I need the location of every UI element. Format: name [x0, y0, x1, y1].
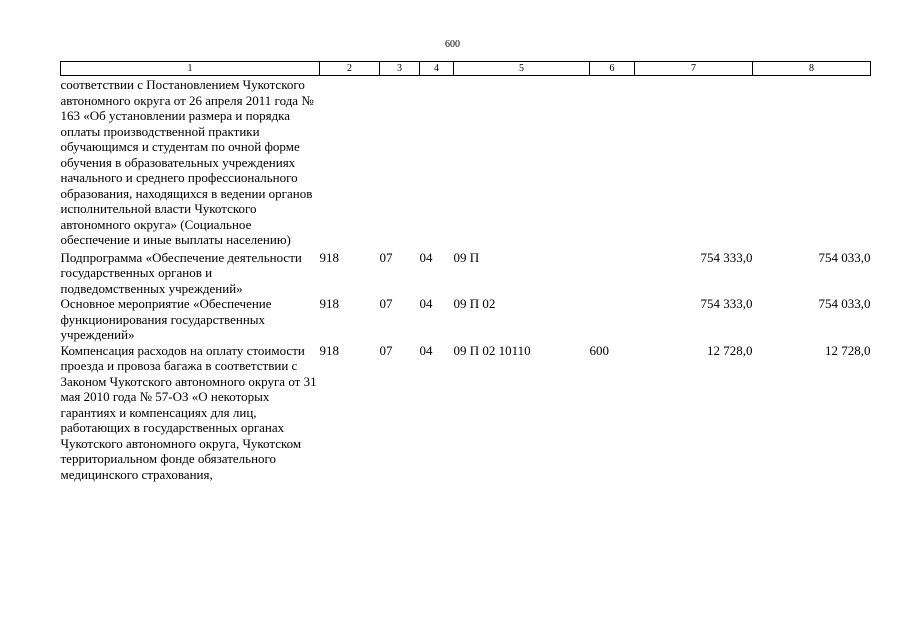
column-header-5: 5 — [454, 62, 590, 76]
column-header-6: 6 — [590, 62, 635, 76]
row-ministry-code: 918 — [319, 296, 339, 311]
row-subsection-code — [420, 76, 454, 248]
row-amount-col8: 754 033,0 — [818, 296, 871, 311]
column-header-3: 3 — [380, 62, 420, 76]
table-row — [61, 296, 871, 343]
row-subsection-code: 04 — [419, 296, 433, 311]
table-row — [61, 343, 871, 483]
row-section-code: 07 — [379, 249, 393, 265]
page-number: 600 — [445, 39, 460, 50]
row-ministry-code — [320, 76, 380, 248]
row-ministry-code: 918 — [319, 249, 339, 265]
row-amount-col7: 754 333,0 — [700, 249, 753, 265]
row-amount-col8: 754 033,0 — [818, 249, 871, 265]
row-expense-type-code — [590, 248, 635, 297]
row-section-code: 07 — [379, 296, 393, 311]
row-target-code: 09 П 02 — [453, 296, 496, 311]
row-target-code: 09 П — [453, 249, 480, 265]
row-subsection-code: 04 — [419, 249, 433, 265]
table-row — [61, 76, 871, 248]
table-row — [61, 248, 871, 297]
row-ministry-code: 918 — [319, 342, 339, 358]
column-header-4: 4 — [420, 62, 454, 76]
column-header-1: 1 — [61, 62, 320, 76]
row-amount-col8 — [753, 76, 871, 248]
row-section-code — [380, 76, 420, 248]
row-name: Подпрограмма «Обеспечение деятельности государственных органов и подведомственных учреждений» — [60, 249, 302, 296]
column-header-7: 7 — [635, 62, 753, 76]
row-amount-col7: 754 333,0 — [700, 296, 753, 311]
header-row — [61, 62, 871, 76]
row-section-code: 07 — [379, 342, 393, 358]
row-amount-col7 — [635, 76, 753, 248]
row-expense-type-code — [590, 296, 635, 343]
row-amount-col8: 12 728,0 — [825, 342, 871, 358]
row-target-code — [454, 76, 590, 248]
row-name: соответствии с Постановлением Чукотского автономного округа от 26 апреля 2011 года № 163 «Об установлении размера и порядка оплаты производственной практики обучающимся и студентам по очной форме обучения в образовательных учреждениях начального и среднего профессионального образования, находящихся в ведении органов исполнительной власти Чукотского автономного округа» (Социальное обеспечение и иные выплаты населению) — [60, 77, 314, 247]
row-subsection-code: 04 — [419, 342, 433, 358]
column-header-2: 2 — [320, 62, 380, 76]
row-name: Основное мероприятие «Обеспечение функционирования государственных учреждений» — [60, 296, 272, 342]
column-header-8: 8 — [753, 62, 871, 76]
row-amount-col7: 12 728,0 — [707, 342, 753, 358]
budget-table — [60, 61, 871, 482]
row-expense-type-code — [590, 76, 635, 248]
row-expense-type-code: 600 — [589, 342, 609, 358]
row-target-code: 09 П 02 10110 — [453, 342, 531, 358]
row-name: Компенсация расходов на оплату стоимости проезда и провоза багажа в соответствии с Законом Чукотского автономного округа от 31 мая 2010 года № 57-ОЗ «О некоторых гарантиях и компенсациях для лиц, работающих в государственных органах Чукотского автономного округа, Чукотском территориальном фонде обязательного медицинского страхования, — [60, 342, 317, 482]
